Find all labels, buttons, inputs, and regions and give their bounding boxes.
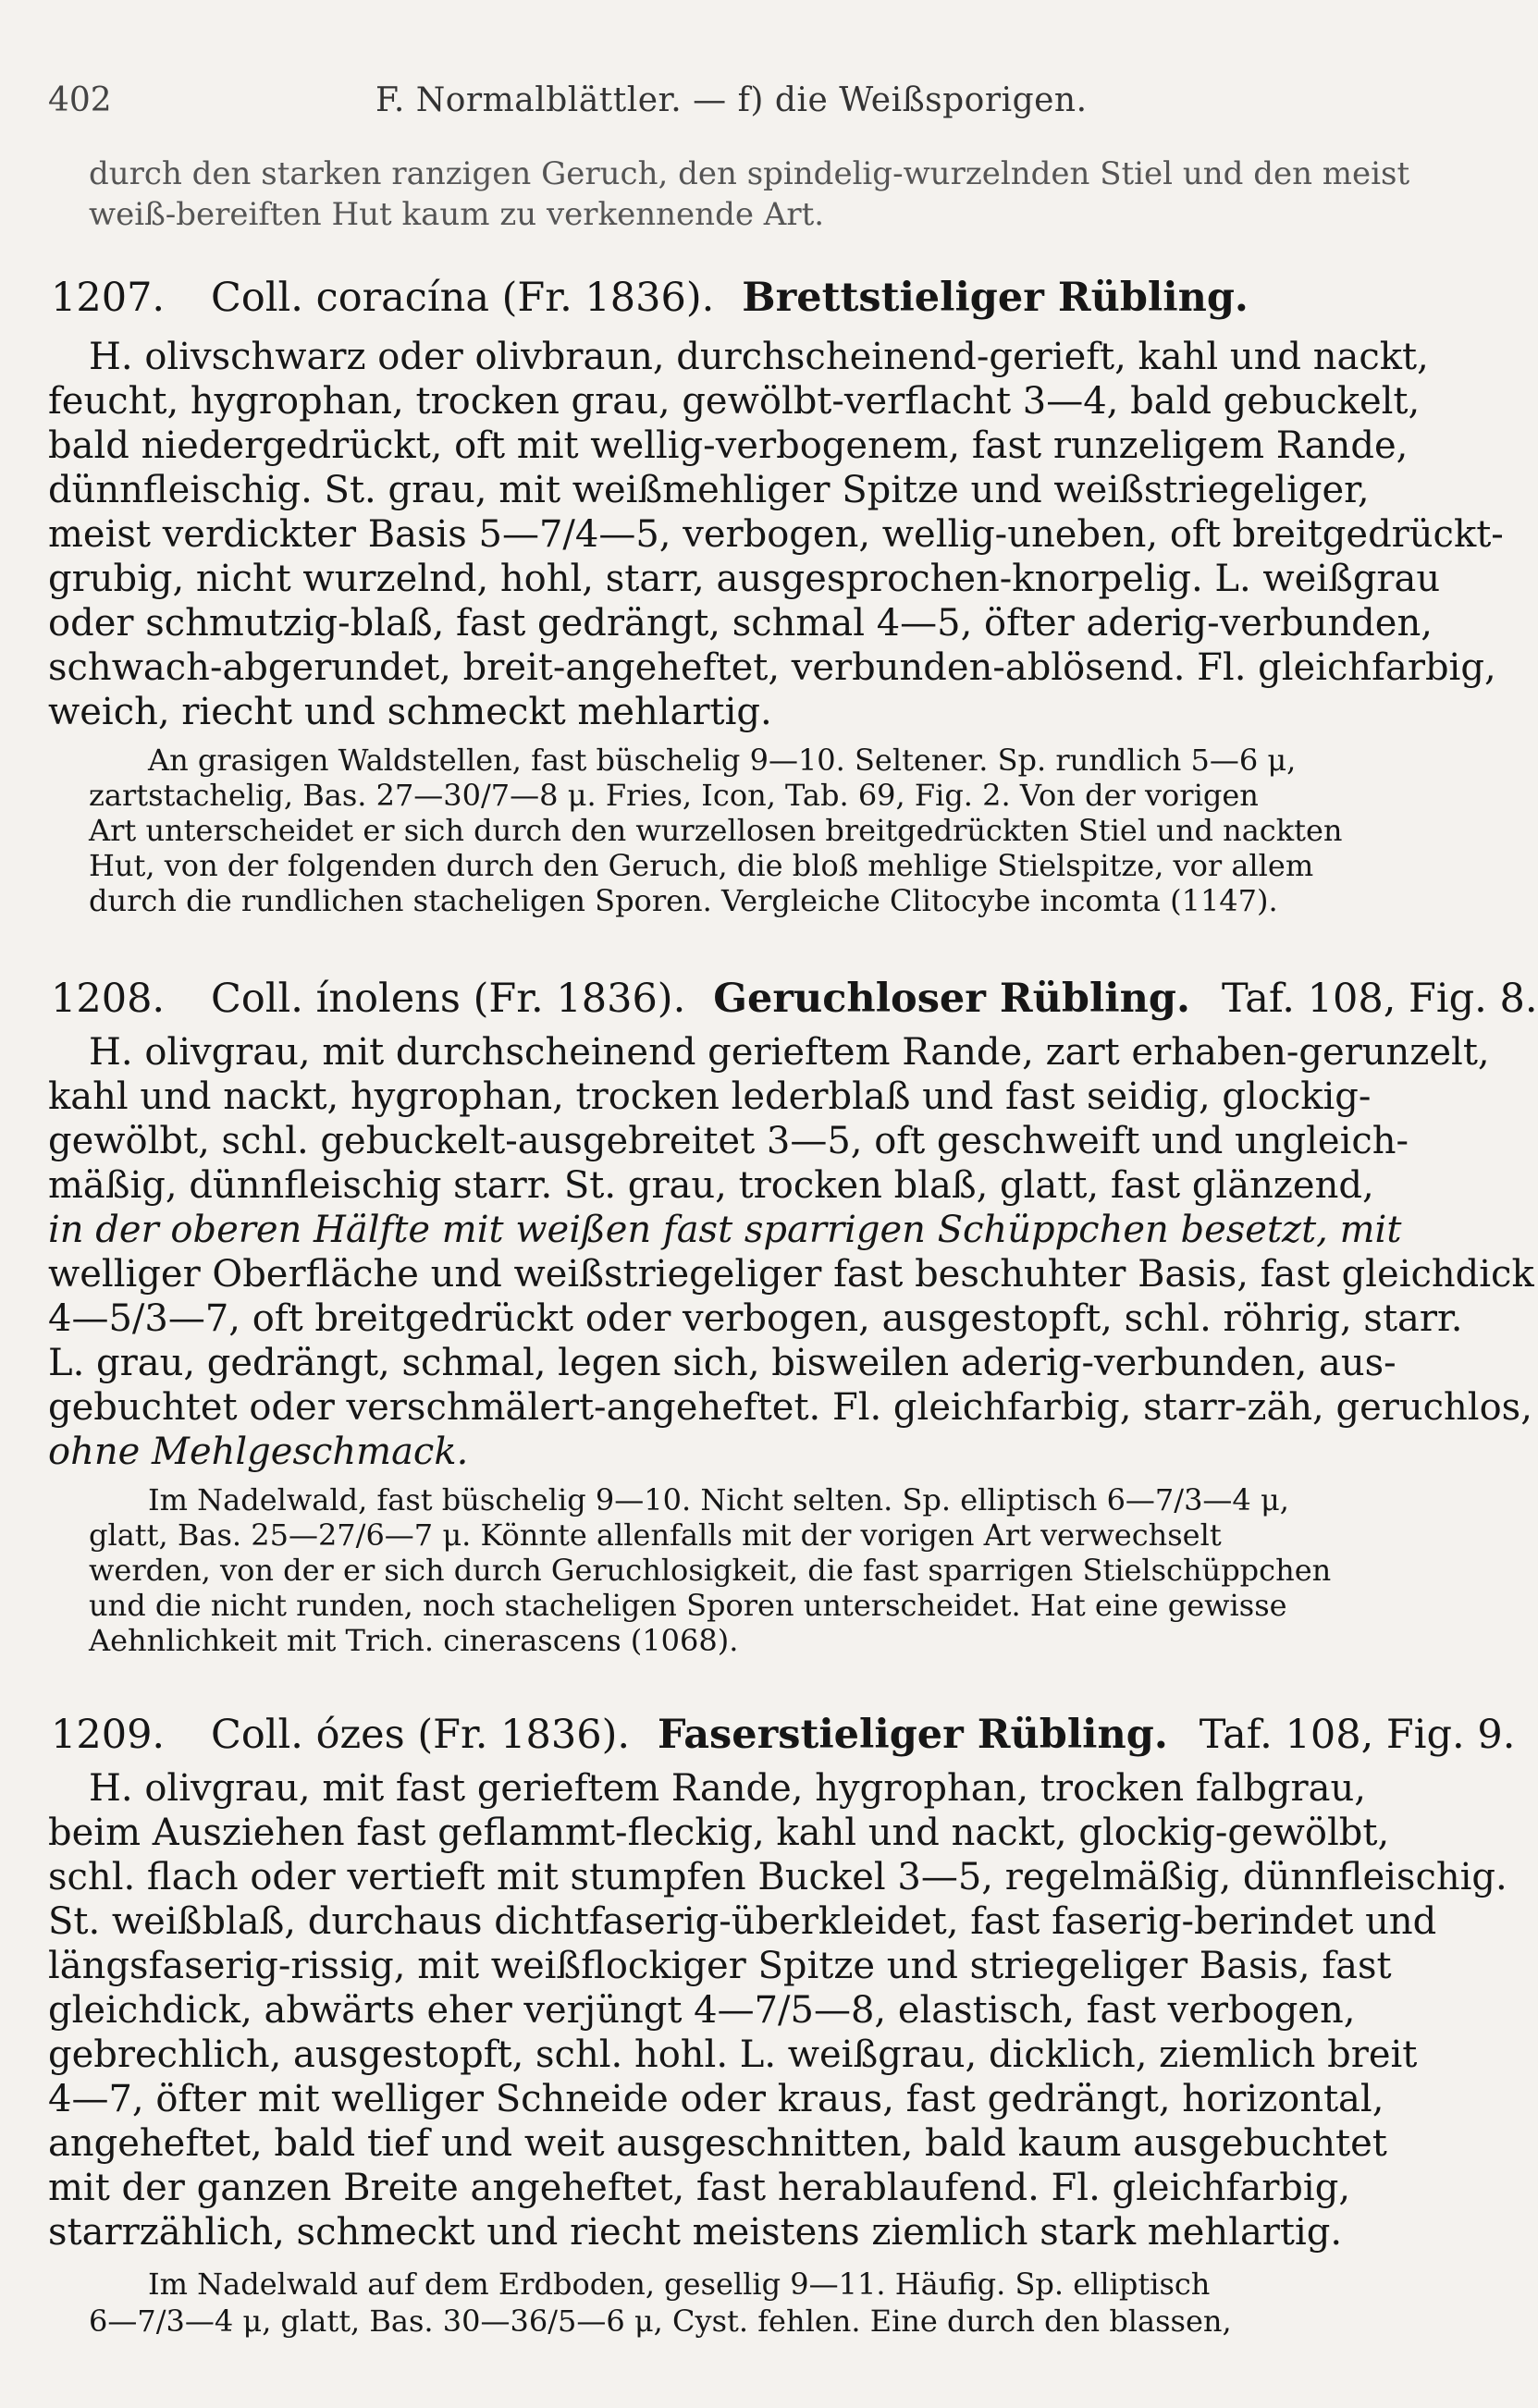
- description-line: St. weißblaß, durchaus dichtfaserig-überkleidet, fast faserig-berindet und: [48, 1900, 1437, 1943]
- description-line: starrzählich, schmeckt und riecht meistens ziemlich stark mehlartig.: [48, 2211, 1343, 2254]
- description-line: beim Ausziehen fast geflammt-fleckig, kahl und nackt, glockig-gewölbt,: [48, 1812, 1390, 1854]
- description-line: H. olivgrau, mit fast gerieftem Rande, hygrophan, trocken falbgrau,: [89, 1767, 1366, 1810]
- description-line: gleichdick, abwärts eher verjüngt 4—7/5—8, elastisch, fast verbogen,: [48, 1989, 1356, 2032]
- entry-heading: [51, 276, 1364, 320]
- description-line: L. grau, gedrängt, schmal, legen sich, bisweilen aderig-verbunden, aus-: [48, 1342, 1397, 1384]
- note-line: Im Nadelwald auf dem Erdboden, gesellig 9—11. Häufig. Sp. elliptisch: [148, 2267, 1211, 2302]
- note-line: Hut, von der folgenden durch den Geruch, die bloß mehlige Stielspitze, vor allem: [89, 848, 1314, 883]
- note-line: glatt, Bas. 25—27/6—7 μ. Könnte allenfalls mit der vorigen Art verwechselt: [89, 1517, 1222, 1553]
- species-name: Coll. ózes (Fr. 1836).: [211, 1712, 631, 1758]
- description-line: oder schmutzig-blaß, fast gedrängt, schmal 4—5, öfter aderig-verbunden,: [48, 602, 1433, 645]
- description-line: 4—7, öfter mit welliger Schneide oder kraus, fast gedrängt, horizontal,: [48, 2078, 1384, 2120]
- note-line: zartstachelig, Bas. 27—30/7—8 μ. Fries, Icon, Tab. 69, Fig. 2. Von der vorigen: [89, 778, 1259, 813]
- note-line: durch die rundlichen stacheligen Sporen. Vergleiche Clitocybe incomta (1147).: [89, 883, 1278, 918]
- description-line: ohne Mehlgeschmack.: [48, 1431, 469, 1473]
- description-line: mit der ganzen Breite angeheftet, fast herablaufend. Fl. gleichfarbig,: [48, 2167, 1351, 2209]
- note-line: Art unterscheidet er sich durch den wurzellosen breitgedrückten Stiel und nackten: [89, 813, 1343, 848]
- note-line: Im Nadelwald, fast büschelig 9—10. Nicht selten. Sp. elliptisch 6—7/3—4 μ,: [148, 1482, 1289, 1517]
- plate-reference: Taf. 108, Fig. 9.: [1199, 1712, 1516, 1758]
- note-line: An grasigen Waldstellen, fast büschelig 9—10. Seltener. Sp. rundlich 5—6 μ,: [148, 743, 1297, 778]
- description-line: mäßig, dünnfleischig starr. St. grau, trocken blaß, glatt, fast glänzend,: [48, 1164, 1374, 1207]
- description-line: H. olivgrau, mit durchscheinend gerieftem Rande, zart erhaben-gerunzelt,: [89, 1031, 1490, 1074]
- description-line: gewölbt, schl. gebuckelt-ausgebreitet 3—5, oft geschweift und ungleich-: [48, 1120, 1409, 1162]
- description-line: grubig, nicht wurzelnd, hohl, starr, ausgesprochen-knorpelig. L. weißgrau: [48, 558, 1441, 600]
- species-name: Coll. ínolens (Fr. 1836).: [211, 976, 686, 1022]
- entry-number: 1209.: [51, 1712, 166, 1758]
- note-line: 6—7/3—4 μ, glatt, Bas. 30—36/5—6 μ, Cyst. fehlen. Eine durch den blassen,: [89, 2304, 1232, 2339]
- description-line: gebrechlich, ausgestopft, schl. hohl. L. weißgrau, dicklich, ziemlich breit: [48, 2033, 1418, 2076]
- common-name: Geruchloser Rübling.: [713, 976, 1190, 1022]
- page-number: 402: [48, 81, 112, 119]
- description-line: kahl und nackt, hygrophan, trocken lederblaß und fast seidig, glockig-: [48, 1075, 1372, 1118]
- description-line: meist verdickter Basis 5—7/4—5, verbogen, wellig-uneben, oft breitgedrückt-: [48, 513, 1504, 556]
- description-line: 4—5/3—7, oft breitgedrückt oder verbogen, ausgestopft, schl. röhrig, starr.: [48, 1297, 1463, 1340]
- description-line: in der oberen Hälfte mit weißen fast sparrigen Schüppchen besetzt, mit: [48, 1209, 1402, 1251]
- species-name: Coll. coracína (Fr. 1836).: [211, 275, 715, 321]
- description-line: dünnfleischig. St. grau, mit weißmehliger Spitze und weißstriegeliger,: [48, 469, 1370, 511]
- note-line: Aehnlichkeit mit Trich. cinerascens (1068).: [89, 1623, 739, 1658]
- intro-line: weiß-bereiften Hut kaum zu verkennende Art.: [89, 196, 825, 233]
- description-line: längsfaserig-rissig, mit weißflockiger Spitze und striegeliger Basis, fast: [48, 1945, 1392, 1987]
- description-line: angeheftet, bald tief und weit ausgeschnitten, bald kaum ausgebuchtet: [48, 2122, 1387, 2165]
- entry-number: 1208.: [51, 976, 166, 1022]
- description-line: welliger Oberfläche und weißstriegeliger fast beschuhter Basis, fast gleichdick: [48, 1253, 1534, 1296]
- description-line: bald niedergedrückt, oft mit wellig-verbogenem, fast runzeligem Rande,: [48, 424, 1409, 467]
- description-line: feucht, hygrophan, trocken grau, gewölbt-verflacht 3—4, bald gebuckelt,: [48, 380, 1421, 423]
- note-line: und die nicht runden, noch stacheligen Sporen unterscheidet. Hat eine gewisse: [89, 1588, 1287, 1623]
- page-header: [48, 81, 1371, 126]
- plate-reference: Taf. 108, Fig. 8.: [1221, 976, 1538, 1022]
- entry-heading: [51, 1712, 1516, 1758]
- intro-line: durch den starken ranzigen Geruch, den spindelig-wurzelnden Stiel und den meist: [89, 155, 1410, 192]
- description-line: H. olivschwarz oder olivbraun, durchscheinend-gerieft, kahl und nackt,: [89, 336, 1429, 378]
- description-line: weich, riecht und schmeckt mehlartig.: [48, 691, 772, 733]
- common-name: Faserstieliger Rübling.: [658, 1712, 1168, 1758]
- entry-heading: [51, 976, 1538, 1022]
- description-line: schwach-abgerundet, breit-angeheftet, verbunden-ablösend. Fl. gleichfarbig,: [48, 646, 1496, 689]
- description-line: schl. flach oder vertieft mit stumpfen Buckel 3—5, regelmäßig, dünnfleischig.: [48, 1856, 1507, 1898]
- running-title: F. Normalblättler. — f) die Weißsporigen.: [375, 81, 1088, 119]
- description-line: gebuchtet oder verschmälert-angeheftet. Fl. gleichfarbig, starr-zäh, geruchlos,: [48, 1386, 1532, 1429]
- common-name: Brettstieliger Rübling.: [742, 275, 1249, 321]
- note-line: werden, von der er sich durch Geruchlosigkeit, die fast sparrigen Stielschüppchen: [89, 1553, 1332, 1588]
- entry-number: 1207.: [51, 275, 166, 321]
